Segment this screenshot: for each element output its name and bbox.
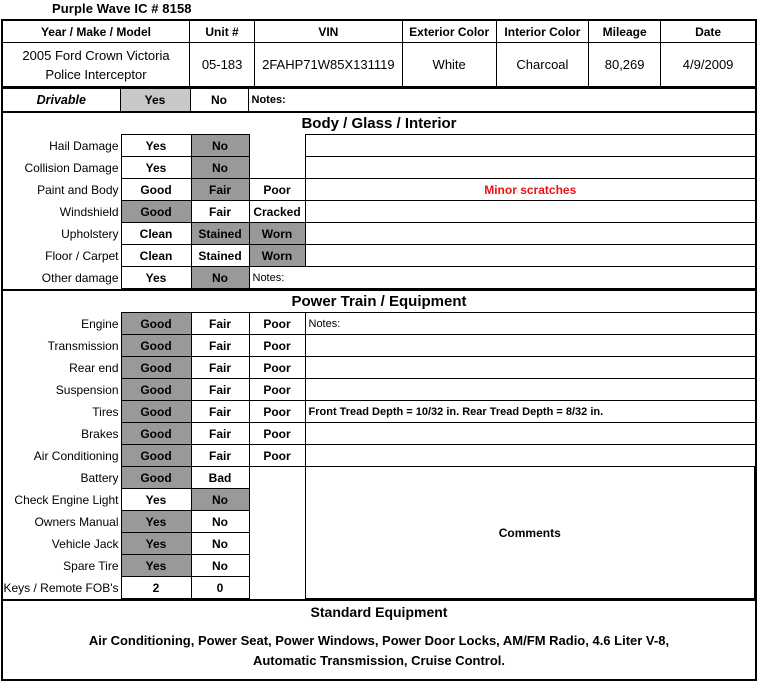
owners-manual-spacer [249,511,305,533]
table-row [3,201,755,223]
table-row [3,157,755,179]
engine-option-fair[interactable]: Fair [191,313,249,335]
windshield-note[interactable] [305,201,755,223]
table-row [3,357,755,379]
table-row [3,401,755,423]
hail-damage-option-yes[interactable]: Yes [121,135,191,157]
spare-tire-option-yes[interactable]: Yes [121,555,191,577]
table-row [3,223,755,245]
transmission-option-good[interactable]: Good [121,335,191,357]
rear-end-note[interactable] [305,357,755,379]
floor-carpet-option-worn[interactable]: Worn [249,245,305,267]
upholstery-option-clean[interactable]: Clean [121,223,191,245]
engine-notes[interactable]: Notes: [305,313,755,335]
collision-damage-spacer [249,157,305,179]
brakes-option-fair[interactable]: Fair [191,423,249,445]
cell-exterior-color: White [402,43,496,88]
floor-carpet-option-clean[interactable]: Clean [121,245,191,267]
standard-equipment-section [1,601,757,681]
column-header-mileage: Mileage [589,20,661,43]
year-make-model-line2: Police Interceptor [45,66,147,82]
row-label-brakes: Brakes [81,426,119,441]
engine-option-good[interactable]: Good [121,313,191,335]
row-label-windshield: Windshield [59,204,119,219]
column-header-date: Date [661,20,756,43]
battery-spacer [249,467,305,489]
air-conditioning-option-good[interactable]: Good [121,445,191,467]
other-damage-notes[interactable]: Notes: [249,267,755,289]
battery-option-good[interactable]: Good [121,467,191,489]
tires-note[interactable]: Front Tread Depth = 10/32 in. Rear Tread Depth = 8/32 in. [305,401,755,423]
drivable-row [2,89,756,113]
tires-option-fair[interactable]: Fair [191,401,249,423]
paint-and-body-option-good[interactable]: Good [121,179,191,201]
column-header-exterior-color: Exterior Color [402,20,496,43]
standard-equipment-body [3,622,755,673]
row-label-hail-damage: Hail Damage [49,138,119,153]
power-train-equipment-section [1,291,757,601]
air-conditioning-note[interactable] [305,445,755,467]
row-label-other-damage: Other damage [41,270,119,285]
paint-and-body-option-fair[interactable]: Fair [191,179,249,201]
suspension-option-good[interactable]: Good [121,379,191,401]
row-label-vehicle-jack: Vehicle Jack [51,536,119,551]
upholstery-note[interactable] [305,223,755,245]
row-label-spare-tire: Spare Tire [63,558,119,573]
remote-fobs-count[interactable]: 0 [191,577,249,599]
transmission-option-poor[interactable]: Poor [249,335,305,357]
vehicle-jack-option-no[interactable]: No [191,533,249,555]
tires-option-good[interactable]: Good [121,401,191,423]
row-label-rear-end: Rear end [69,360,119,375]
upholstery-option-worn[interactable]: Worn [249,223,305,245]
page-title: Purple Wave IC # 8158 [52,1,192,16]
row-label-air-conditioning: Air Conditioning [33,448,119,463]
drivable-notes[interactable]: Notes: [248,89,756,113]
table-row [3,179,755,201]
drivable-option-yes[interactable]: Yes [120,89,190,113]
drivable-label: Drivable [2,89,120,113]
hail-damage-spacer [249,135,305,157]
collision-damage-option-no[interactable]: No [191,157,249,179]
tires-option-poor[interactable]: Poor [249,401,305,423]
table-row [3,313,755,335]
row-label-battery: Battery [80,470,119,485]
suspension-note[interactable] [305,379,755,401]
windshield-option-good[interactable]: Good [121,201,191,223]
row-label-owners-manual: Owners Manual [34,514,119,529]
row-label-collision-damage: Collision Damage [24,160,119,175]
row-label-engine: Engine [81,316,119,331]
keys-remote-fobs-spacer [249,577,305,599]
row-label-keys-remote-fobs: Keys / Remote FOB's [3,580,119,595]
row-label-tires: Tires [92,404,119,419]
cell-unit: 05-183 [189,43,254,88]
other-damage-option-no[interactable]: No [191,267,249,289]
collision-damage-note[interactable] [305,157,755,179]
comments-box[interactable] [305,467,755,599]
air-conditioning-option-poor[interactable]: Poor [249,445,305,467]
cell-date: 4/9/2009 [661,43,756,88]
engine-option-poor[interactable]: Poor [249,313,305,335]
cell-mileage: 80,269 [589,43,661,88]
row-label-paint-and-body: Paint and Body [37,182,119,197]
other-damage-option-yes[interactable]: Yes [121,267,191,289]
floor-carpet-note[interactable] [305,245,755,267]
table-row [3,467,755,489]
transmission-note[interactable] [305,335,755,357]
powertrain-section-title: Power Train / Equipment [291,293,467,310]
collision-damage-option-yes[interactable]: Yes [121,157,191,179]
spare-tire-option-no[interactable]: No [191,555,249,577]
table-row [3,245,755,267]
row-label-transmission: Transmission [47,338,119,353]
hail-damage-option-no[interactable]: No [191,135,249,157]
column-header-year-make-model: Year / Make / Model [2,20,189,43]
check-engine-light-option-yes[interactable]: Yes [121,489,191,511]
owners-manual-option-yes[interactable]: Yes [121,511,191,533]
table-row [3,445,755,467]
table-row [3,379,755,401]
row-label-check-engine-light: Check Engine Light [14,492,119,507]
floor-carpet-option-stained[interactable]: Stained [191,245,249,267]
column-header-interior-color: Interior Color [496,20,588,43]
cell-interior-color: Charcoal [496,43,588,88]
paint-and-body-note[interactable]: Minor scratches [305,179,755,201]
row-label-upholstery: Upholstery [61,226,119,241]
windshield-option-fair[interactable]: Fair [191,201,249,223]
drivable-option-no[interactable]: No [190,89,248,113]
vehicle-jack-spacer [249,533,305,555]
cell-year-make-model [2,43,189,88]
vehicle-jack-option-yes[interactable]: Yes [121,533,191,555]
spare-tire-spacer [249,555,305,577]
cell-vin: 2FAHP71W85X131119 [255,43,402,88]
row-label-suspension: Suspension [55,382,119,397]
row-label-floor-carpet: Floor / Carpet [45,248,119,263]
body-section-title: Body / Glass / Interior [301,115,457,132]
year-make-model-line1: 2005 Ford Crown Victoria [22,47,170,63]
brakes-option-poor[interactable]: Poor [249,423,305,445]
standard-equipment-title: Standard Equipment [310,604,448,620]
table-row [3,335,755,357]
keys-count[interactable]: 2 [121,577,191,599]
brakes-note[interactable] [305,423,755,445]
check-engine-light-spacer [249,489,305,511]
powertrain-section-grid [3,312,755,599]
body-section-grid [3,134,755,289]
transmission-option-fair[interactable]: Fair [191,335,249,357]
air-conditioning-option-fair[interactable]: Fair [191,445,249,467]
standard-equipment-line1: Air Conditioning, Power Seat, Power Windows, Power Door Locks, AM/FM Radio, 4.6 Liter V-8, [88,633,670,648]
column-header-unit: Unit # [189,20,254,43]
rear-end-option-poor[interactable]: Poor [249,357,305,379]
vehicle-data-row [2,43,756,88]
owners-manual-option-no[interactable]: No [191,511,249,533]
standard-equipment-line2: Automatic Transmission, Cruise Control. [252,653,506,668]
table-row [3,135,755,157]
suspension-option-poor[interactable]: Poor [249,379,305,401]
brakes-option-good[interactable]: Good [121,423,191,445]
rear-end-option-fair[interactable]: Fair [191,357,249,379]
table-row [3,423,755,445]
column-header-vin: VIN [255,20,402,43]
vehicle-info-table [1,19,757,88]
paint-and-body-option-poor[interactable]: Poor [249,179,305,201]
drivable-table [1,88,757,113]
body-glass-interior-section [1,113,757,291]
check-engine-light-option-no[interactable]: No [191,489,249,511]
suspension-option-fair[interactable]: Fair [191,379,249,401]
windshield-option-cracked[interactable]: Cracked [249,201,305,223]
battery-option-bad[interactable]: Bad [191,467,249,489]
vehicle-header-row [2,20,756,43]
comments-title: Comments [498,525,561,540]
table-row [3,267,755,289]
upholstery-option-stained[interactable]: Stained [191,223,249,245]
rear-end-option-good[interactable]: Good [121,357,191,379]
hail-damage-note[interactable] [305,135,755,157]
